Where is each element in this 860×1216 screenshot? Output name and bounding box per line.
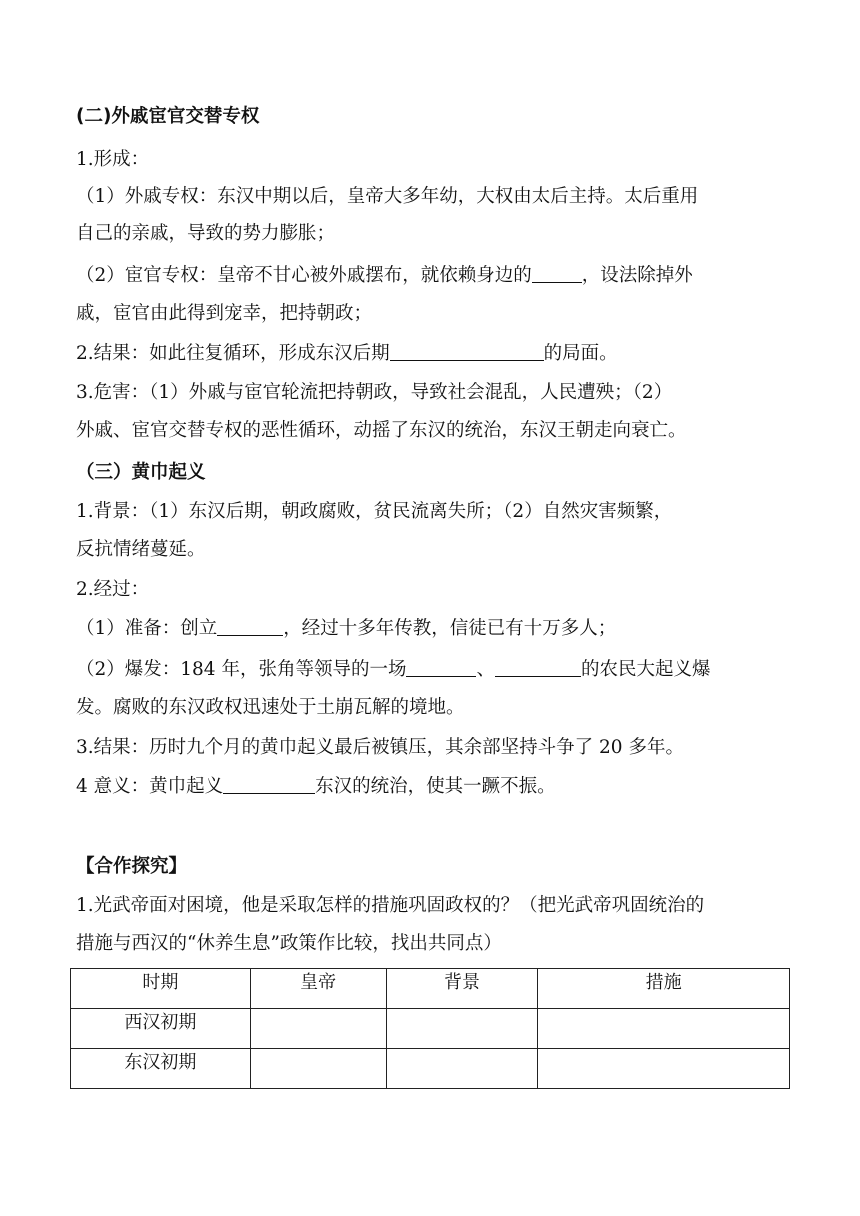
table-header-row (71, 969, 790, 1009)
formation-point-2-text-b: ，设法除掉外 (581, 265, 693, 286)
harm-line1: 3.危害：（1）外戚与宦官轮流把持朝政，导致社会混乱，人民遭殃；（2） (76, 382, 673, 403)
section-heading-eunuch-consort: (二)外戚宦官交替专权 (76, 106, 260, 127)
cell-measures[interactable] (538, 1049, 790, 1089)
cell-period: 东汉初期 (71, 1049, 251, 1089)
result-line (76, 340, 800, 368)
question-line2: 措施与西汉的“休养生息”政策作比较，找出共同点） (76, 933, 502, 954)
cell-period: 西汉初期 (71, 1009, 251, 1049)
background-line2: 反抗情绪蔓延。 (76, 539, 206, 560)
uprising-result: 3.结果：历时九个月的黄巾起义最后被镇压，其余部坚持斗争了 20 多年。 (76, 737, 684, 758)
column-header-background: 背景 (386, 969, 538, 1009)
table-row (71, 1049, 790, 1089)
table-row (71, 1009, 790, 1049)
outbreak-text-a: （2）爆发：184 年，张角等领导的一场 (76, 659, 407, 680)
cell-emperor[interactable] (250, 1009, 386, 1049)
cell-background[interactable] (386, 1049, 538, 1089)
meaning-text-a: 4 意义：黄巾起义 (76, 776, 224, 797)
result-text-a: 2.结果：如此往复循环，形成东汉后期 (76, 343, 390, 364)
cell-measures[interactable] (538, 1009, 790, 1049)
outbreak-text-b: 、 (476, 659, 495, 680)
harm-line2: 外戚、宦官交替专权的恶性循环，动摇了东汉的统治，东汉王朝走向衰亡。 (76, 420, 687, 441)
section-heading-yellow-turban: （三）黄巾起义 (76, 462, 206, 483)
question-line1: 1.光武帝面对困境，他是采取怎样的措施巩固政权的？（把光武帝巩固统治的 (76, 895, 705, 916)
meaning-text-b: 东汉的统治，使其一蹶不振。 (315, 776, 556, 797)
formation-point-1-line2: 自己的亲戚，导致的势力膨胀； (76, 223, 336, 244)
cell-background[interactable] (386, 1009, 538, 1049)
background-line1: 1.背景：（1）东汉后期，朝政腐败，贫民流离失所；（2）自然灾害频繁， (76, 501, 673, 522)
meaning-line (76, 773, 800, 801)
comparison-table (70, 968, 790, 1089)
preparation-text-b: ，经过十多年传教，信徒已有十万多人； (283, 618, 617, 639)
formation-label: 1.形成： (76, 149, 150, 170)
fill-in-blank[interactable] (390, 340, 544, 361)
preparation-line (76, 615, 800, 643)
formation-point-1-line1: （1）外戚专权：东汉中期以后，皇帝大多年幼，大权由太后主持。太后重用 (76, 186, 699, 207)
column-header-period: 时期 (71, 969, 251, 1009)
fill-in-blank[interactable] (223, 773, 315, 794)
formation-point-2-text-a: （2）宦官专权：皇帝不甘心被外戚摆布，就依赖身边的 (76, 265, 532, 286)
formation-point-2-line2: 戚，宦官由此得到宠幸，把持朝政； (76, 303, 373, 324)
formation-point-2-line1 (76, 262, 800, 290)
cooperative-inquiry-heading: 【合作探究】 (76, 856, 188, 877)
fill-in-blank[interactable] (406, 656, 476, 677)
outbreak-text-c: 的农民大起义爆 (580, 659, 711, 680)
outbreak-line1 (76, 656, 800, 684)
column-header-emperor: 皇帝 (250, 969, 386, 1009)
fill-in-blank[interactable] (217, 615, 283, 636)
process-label: 2.经过： (76, 579, 150, 600)
outbreak-line2: 发。腐败的东汉政权迅速处于土崩瓦解的境地。 (76, 697, 465, 718)
column-header-measures: 措施 (538, 969, 790, 1009)
preparation-text-a: （1）准备：创立 (76, 618, 218, 639)
result-text-b: 的局面。 (543, 343, 618, 364)
fill-in-blank[interactable] (495, 656, 581, 677)
cell-emperor[interactable] (250, 1049, 386, 1089)
fill-in-blank[interactable] (532, 262, 582, 283)
